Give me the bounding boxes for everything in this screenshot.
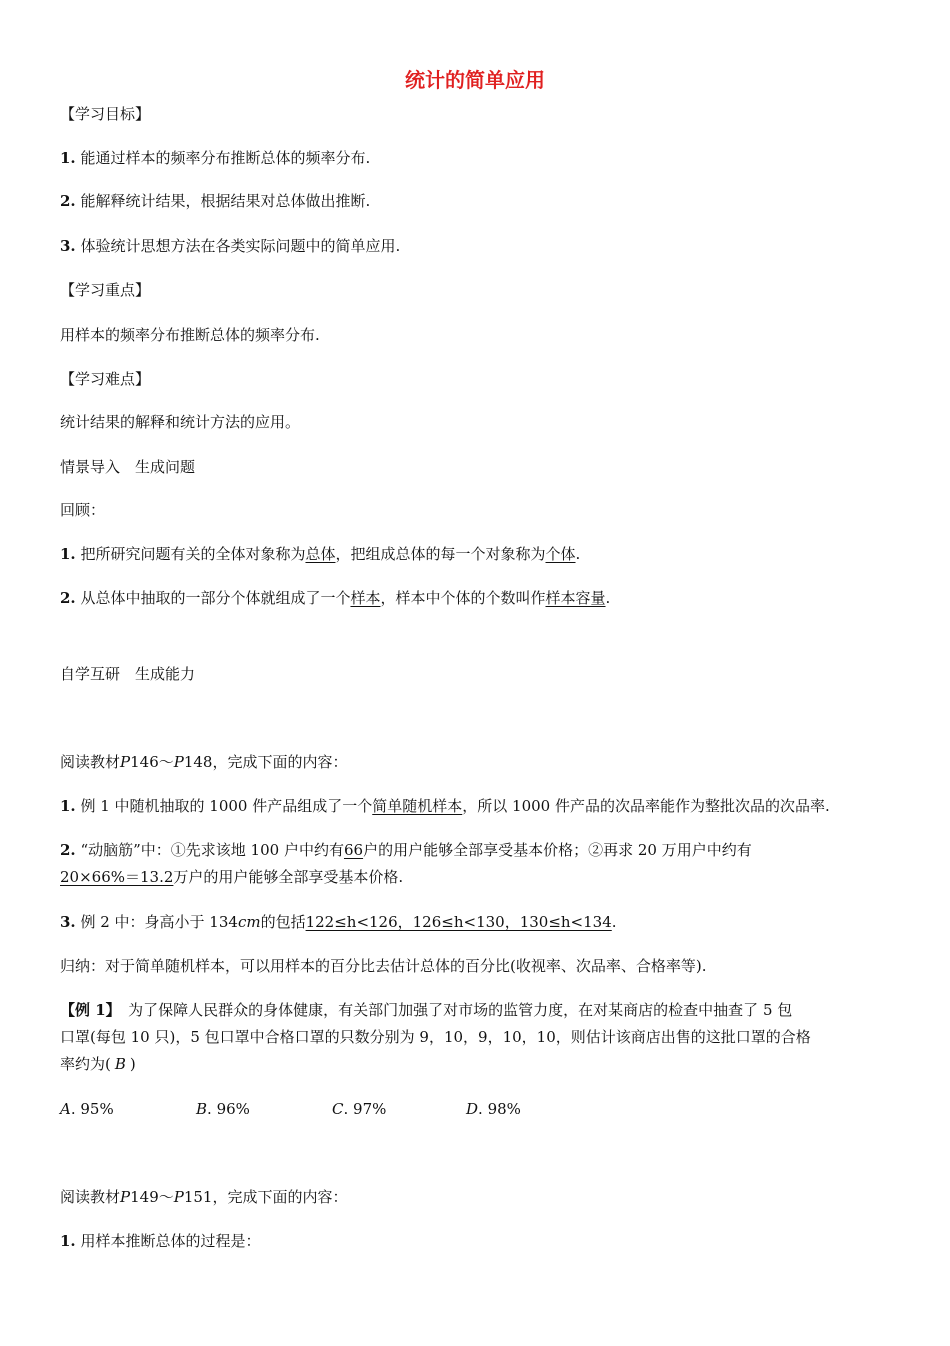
example-text: 为了保障人民群众的身体健康，有关部门加强了对市场的监管力度，在对某商店的检查中抽查了 5 包 [113,1001,793,1019]
reading-instruction [60,751,920,773]
example-line: 口罩(每包 10 只)，5 包口罩中合格口罩的只数分别为 9，10，9，10，10，则估计该商店出售的这批口罩的合格 [60,1028,811,1046]
item-number: 1. [60,545,76,563]
item-text: . [575,545,581,563]
answer-blank: 66 [343,841,364,859]
answer-blank: 样本 [350,589,381,607]
item-text: . [611,913,617,931]
option-value: 97% [353,1100,387,1118]
summary-text: 归纳：对于简单随机样本，可以用样本的百分比去估计总体的百分比(收视率、次品率、合格率等). [60,957,707,975]
review-label: 回顾： [60,501,106,519]
option-letter: B [196,1100,208,1118]
answer-blank: 简单随机样本 [372,797,463,815]
answer-blank: 20×66%＝13.2 [60,868,174,886]
option-c: C. 97% [332,1100,387,1118]
item-number: 2. [60,841,76,859]
text: P [173,753,184,771]
option-a: A. 95% [60,1100,114,1118]
answer-blank: 122≤h<126，126≤h<130，130≤h<134 [305,913,612,931]
reading-item [60,911,920,933]
text: P [173,1188,184,1206]
item-number: 1. [60,797,76,815]
item-text: 从总体中抽取的一部分个体就组成了一个 [80,589,351,607]
item-text: 能通过样本的频率分布推断总体的频率分布. [80,149,371,167]
option-b: B. 96% [196,1100,250,1118]
reading-item [60,839,920,861]
item-text: . [605,589,611,607]
example-label: 【例 1】 [60,1001,114,1019]
item-text: 例 2 中：身高小于 134 [80,913,238,931]
item-text: ，样本中个体的个数叫作 [380,589,546,607]
item-number: 3. [60,237,76,255]
answer: B [114,1055,126,1073]
option-letter: A [60,1100,71,1118]
item-number: 1. [60,1232,76,1250]
self-study-heading: 自学互研 生成能力 [60,665,196,683]
objective-item [60,235,920,257]
text: 阅读教材 [60,1188,121,1206]
example-line [60,1053,920,1075]
item-text: 能解释统计结果，根据结果对总体做出推断. [80,192,371,210]
answer-blank: 个体 [545,545,576,563]
page-title: 统计的简单应用 [405,68,545,92]
answer-blank: 总体 [305,545,336,563]
focus-heading: 【学习重点】 [60,281,151,299]
reading-item [60,795,920,817]
item-text: 的包括 [260,913,306,931]
example-line [60,999,920,1021]
option-value: 98% [487,1100,521,1118]
item-text: ，所以 1000 件产品的次品率能作为整批次品的次品率. [462,797,830,815]
review-item [60,543,920,565]
option-letter: C [332,1100,344,1118]
option-letter: D [466,1100,479,1118]
answer-blank: 样本容量 [545,589,606,607]
item-number: 2. [60,192,76,210]
text: P [120,753,131,771]
reading-item-continued [60,866,920,888]
example-text: 率约为( [60,1055,111,1073]
item-text: 万户的用户能够全部享受基本价格. [173,868,404,886]
example-text: ) [129,1055,136,1073]
objectives-heading: 【学习目标】 [60,105,151,123]
item-text: 户的用户能够全部享受基本价格；②再求 20 万用户中约有 [363,841,752,859]
text: 阅读教材 [60,753,121,771]
item-text: 体验统计思想方法在各类实际问题中的简单应用. [80,237,401,255]
text: 146～ [130,753,174,771]
intro-heading: 情景导入 生成问题 [60,458,196,476]
review-item [60,587,920,609]
item-number: 1. [60,149,76,167]
item-text: “动脑筋”中：①先求该地 100 户中约有 [80,841,344,859]
item-number: 3. [60,913,76,931]
item-text: 用样本推断总体的过程是： [80,1232,261,1250]
difficulty-text: 统计结果的解释和统计方法的应用。 [60,413,301,431]
focus-text: 用样本的频率分布推断总体的频率分布. [60,326,320,344]
objective-item [60,147,920,169]
item-number: 2. [60,589,76,607]
text: 148，完成下面的内容： [183,753,348,771]
option-d: D. 98% [466,1100,521,1118]
options-row [60,1098,920,1120]
unit: cm [237,913,261,931]
option-value: 96% [216,1100,250,1118]
reading-item [60,1230,920,1252]
text: 149～ [130,1188,174,1206]
objective-item [60,190,920,212]
text: 151，完成下面的内容： [183,1188,348,1206]
difficulty-heading: 【学习难点】 [60,370,151,388]
item-text: 例 1 中随机抽取的 1000 件产品组成了一个 [80,797,373,815]
reading-instruction [60,1186,920,1208]
text: P [120,1188,131,1206]
item-text: 把所研究问题有关的全体对象称为 [80,545,306,563]
option-value: 95% [80,1100,114,1118]
item-text: ，把组成总体的每一个对象称为 [335,545,546,563]
